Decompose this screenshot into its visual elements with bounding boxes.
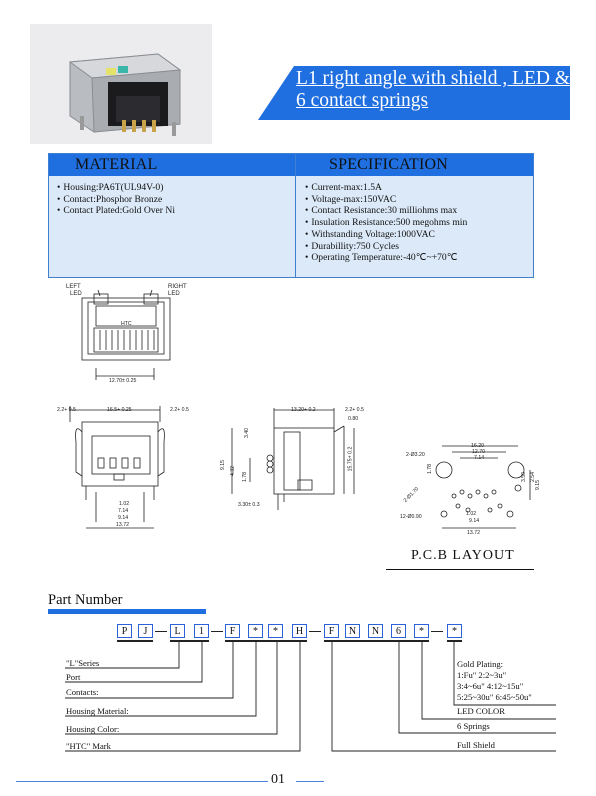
pn-box-13: * xyxy=(414,624,429,638)
label-full-shield: Full Shield xyxy=(457,740,495,750)
list-item: • Insulation Resistance:500 megohms min xyxy=(305,217,467,229)
pn-box-5: F xyxy=(225,624,240,638)
left-led-label-2: LED xyxy=(70,291,82,297)
pcb-v-dim-2: 3.50 xyxy=(521,471,528,483)
pn-box-14: * xyxy=(447,624,462,638)
pcb-v-dim-1: 1.78 xyxy=(427,463,434,475)
label-contacts: Contacts: xyxy=(66,687,99,697)
side-bottom-dim: 3.30± 0.3 xyxy=(238,502,260,508)
material-heading: MATERIAL xyxy=(75,156,158,173)
footer-rule-right xyxy=(296,781,324,782)
list-item: • Current-max:1.5A xyxy=(305,182,467,194)
list-item: • Withstanding Voltage:1000VAC xyxy=(305,229,467,241)
label-l-series: "L"Series xyxy=(66,658,100,668)
gold-plating-heading: Gold Plating: xyxy=(457,659,504,669)
pn-box-2: J xyxy=(138,624,153,638)
bottom-dim-4: 13.72 xyxy=(116,522,129,528)
pn-box-8: H xyxy=(292,624,307,638)
pn-box-6: * xyxy=(248,624,263,638)
pcb-layout-caption: P.C.B LAYOUT xyxy=(411,548,515,563)
title-line-1: L1 right angle with shield , LED & xyxy=(296,68,571,89)
title-line-2: 6 contact springs xyxy=(296,90,429,111)
pcb-top-dim-1: 16.20 xyxy=(471,443,484,449)
pn-box-9: F xyxy=(324,624,339,638)
page-number: 01 xyxy=(271,772,285,787)
label-housing-material: Housing Material: xyxy=(66,706,129,716)
side-top-right-dim: 2.2+ 0.5 xyxy=(345,407,364,413)
list-item: • Contact Resistance:30 milliohms max xyxy=(305,205,467,217)
part-number-heading: Part Number xyxy=(48,592,123,608)
list-item: • Contact Plated:Gold Over Ni xyxy=(57,205,175,217)
pn-box-10: N xyxy=(345,624,360,638)
pn-box-1: P xyxy=(117,624,132,638)
front-width-dim: 12.70± 0.25 xyxy=(109,378,137,384)
side-top-dim: 13.20+ 0.2 xyxy=(291,407,316,413)
list-item: • Voltage-max:150VAC xyxy=(305,194,467,206)
bottom-dim-right: 2.2+ 0.5 xyxy=(170,407,189,413)
label-port: Port xyxy=(66,672,81,682)
right-led-label-2: LED xyxy=(168,291,180,297)
label-htc-mark: "HTC" Mark xyxy=(66,741,111,751)
pn-box-11: N xyxy=(368,624,383,638)
pcb-bottom-dim-1: 1.02 xyxy=(466,511,477,517)
side-dim-v2: 9.15 xyxy=(220,459,227,471)
side-dim-v4: 1.78 xyxy=(242,471,249,483)
list-item: • Housing:PA6T(UL94V-0) xyxy=(57,182,175,194)
pn-box-3: L xyxy=(170,624,185,638)
side-dim-v1: 3.40 xyxy=(244,427,251,439)
gold-plating-option: 1:Fu" 2:2~3u" xyxy=(457,670,507,680)
list-item: • Contact:Phosphor Bronze xyxy=(57,194,175,206)
list-item: • Operating Temperature:-40℃~+70℃ xyxy=(305,252,467,264)
side-pin-dim: 0.80 xyxy=(348,416,359,422)
bottom-dim-left: 2.2+ 0.5 xyxy=(57,407,76,413)
bottom-dim-1: 1.02 xyxy=(119,501,130,507)
right-led-label-1: RIGHT xyxy=(168,284,187,290)
pcb-bottom-dim-2: 9.14 xyxy=(469,518,480,524)
pcb-holes-1: 2-Ø3.20 xyxy=(406,452,425,458)
side-dim-v3: 4.32 xyxy=(230,465,237,477)
gold-plating-option: 3:4~6u" 4:12~15u" xyxy=(457,681,524,691)
front-logo: HTC xyxy=(121,321,132,327)
list-item: • Durabillity:750 Cycles xyxy=(305,241,467,253)
footer-rule-left xyxy=(16,781,268,782)
bottom-dim-mid: 16.5+ 0.25 xyxy=(107,407,132,413)
side-dim-v5: 15.75+ 0.2 xyxy=(347,446,354,472)
label-led-color: LED COLOR xyxy=(457,706,505,716)
specification-heading: SPECIFICATION xyxy=(329,156,449,173)
gold-plating-option: 5:25~30u" 6:45~50u" xyxy=(457,692,532,702)
pcb-holes-2: 2-Ø1.70 xyxy=(402,486,421,504)
pcb-top-dim-3: 7.14 xyxy=(474,455,485,461)
gold-plating-block xyxy=(457,659,532,703)
pn-box-4: 1 xyxy=(194,624,209,638)
left-led-label-1: LEFT xyxy=(66,284,81,290)
pn-box-7: * xyxy=(268,624,283,638)
pn-box-12: 6 xyxy=(391,624,406,638)
pcb-bottom-dim-3: 13.72 xyxy=(467,530,480,536)
pcb-v-dim-3: 2.54 xyxy=(530,471,537,483)
pcb-v-dim-4: 9.15 xyxy=(535,479,542,491)
bottom-dim-3: 9.14 xyxy=(118,515,129,521)
bottom-dim-2: 7.14 xyxy=(118,508,129,514)
pcb-holes-3: 12-Ø0.90 xyxy=(400,514,422,520)
label-6-springs: 6 Springs xyxy=(457,721,490,731)
pcb-top-dim-2: 12.70 xyxy=(472,449,485,455)
label-housing-color: Housing Color: xyxy=(66,724,120,734)
